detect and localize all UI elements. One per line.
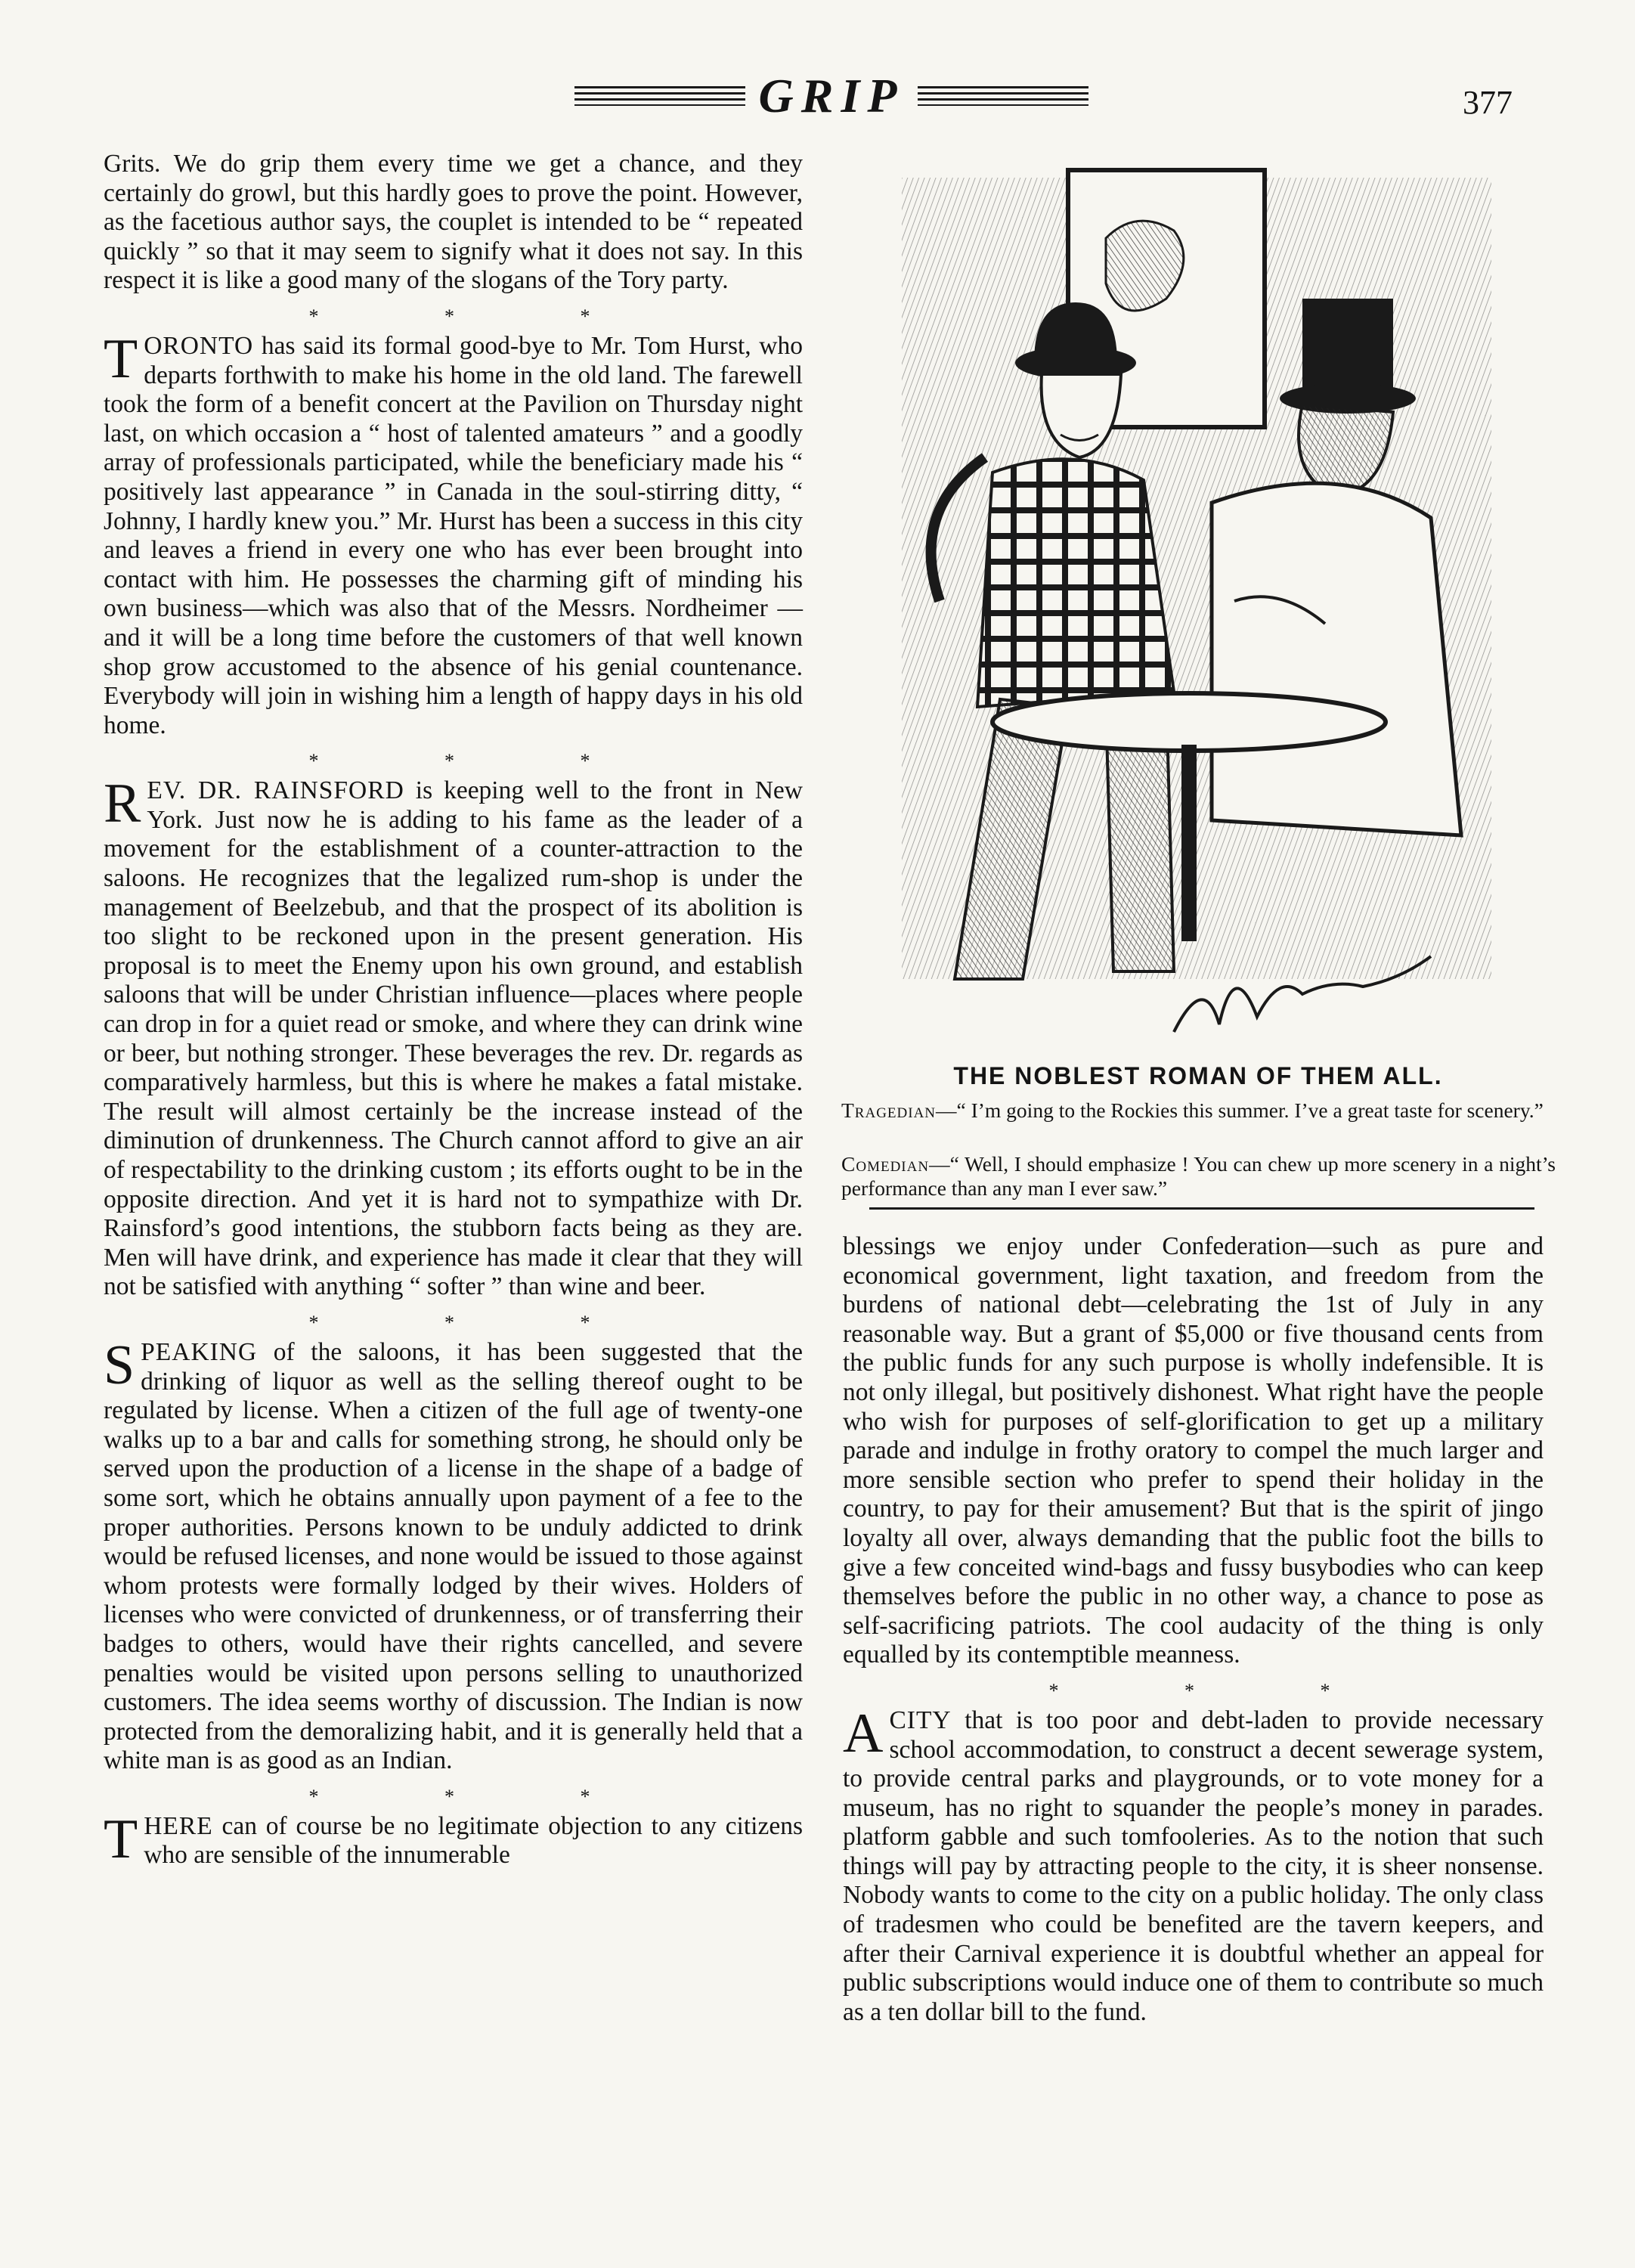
article-body: has said its formal good-bye to Mr. Tom Hurst, who departs forthwith to make his home in the old land. The farewell took the form of a benefit concert at the Pavilion on Thursday night last, on which occasion a “ host of talented amateurs ” and a goodly array of professionals participated, while the beneficiary made his “ positively last appearance ” in Canada in the soul-stirring ditty, “ Johnny, I hardly knew you.” Mr. Hurst has been a success in this city and leaves a friend in every one who has ever been brought into contact with him. He possesses the charming gift of minding his own business—which was also that of the Messrs. Nordheimer —and it will be a long time before the customers of that well known shop grow accustomed to the absence of his genial countenance. Everybody will join in wishing him a length of happy days in his old home. [104,331,803,739]
page-number: 377 [1463,84,1513,121]
continuation-paragraph: blessings we enjoy under Confederation—such as pure and economical government, light taxation, and freedom from the burdens of national debt—celebrating the 1st of July in any reasonable way. But a grant of $5,000 or five thousand cents from the public funds for any such purpose is wholly indefensible. It is not only illegal, but positively dishonest. What right have the people who wish for purposes of self-glorification to get up a military parade and indulge in frothy oratory to compel the much larger and more sensible section who prefer to spend their holiday in the country, to pay for their amusement? But that is the spirit of jingo loyalty all over, always demanding that the public foot the bills to give a few conceited wind-bags and fussy busybodies who can keep themselves before the public in no other way, a chance to pose as self-sacrificing patriots. The cool audacity of the thing is only equalled by its contemptible meanness. [843,1232,1544,1669]
article-body: that is too poor and debt-laden to provide necessary school accommodation, to construct a decent sewerage system, to provide central parks and playgrounds, or to vote money for a museum, has no right to squander the people’s money in parades. platform gabble and such tomfooleries. As to the notion that such things will pay by attracting people to the city, it is sheer nonsense. Nobody wants to come to the city on a public holiday. The only class of tradesmen who could be benefited are the tavern keepers, and after their Carnival experience it is doubtful whether an appeal for public subscriptions would induce one of them to contribute so much as a ten dollar bill to the fund. [843,1706,1544,2026]
dialogue-text: —“ Well, I should emphasize ! You can chew up more scenery in a night’s performance than any man I ever saw.” [841,1152,1556,1200]
caption-divider [869,1207,1534,1210]
masthead-rule-right [918,86,1088,106]
cartoon-dialogue-line [841,1098,1556,1123]
intro-paragraph: Grits. We do grip them every time we get a chance, and they certainly do growl, but this hardly goes to prove the point. However, as the facetious author says, the couplet is intended to be “ repeated quickly ” so that it may seem to signify what it does not say. In this respect it is like a good many of the slogans of the Tory party. [104,150,803,295]
article-toronto [104,327,803,740]
section-separator: * * * [308,305,651,327]
masthead-title: GRIP [758,69,905,122]
drop-cap: T [104,1808,138,1870]
drop-cap: T [104,327,138,390]
left-column [104,150,803,1870]
article-city [843,1702,1544,2028]
article-lead: CITY [889,1706,952,1734]
right-column [843,1232,1544,2027]
article-lead: ORONTO [144,331,254,360]
article-there [104,1808,803,1870]
section-separator: * * * [1048,1679,1391,1702]
section-separator: * * * [308,1785,651,1808]
article-rainsford [104,773,803,1302]
article-body: can of course be no legitimate objection to any citizens who are sensible of the innumerable [144,1811,803,1870]
table-leg [1181,745,1197,941]
dialogue-speaker: Tragedian [841,1098,937,1122]
drop-cap: S [104,1334,135,1396]
cartoon-illustration [856,147,1522,1066]
article-speaking [104,1334,803,1776]
cafe-table [992,693,1386,751]
masthead [574,70,1088,122]
section-separator: * * * [308,1311,651,1334]
article-lead: HERE [144,1811,213,1840]
article-body: of the saloons, it has been suggested that the drinking of liquor as well as the selling thereof ought to be regulated by license. When a citizen of the full age of twenty-one walks up to a bar and calls for something strong, he should only be served upon the production of a license in the shape of a badge of some sort, which he obtains annually upon payment of a fee to the proper authorities. Persons known to be unduly addicted to drink would be refused licenses, and none would be issued to those against whom protests were formally lodged by their wives. Holders of licenses who were convicted of drunkenness, or of transferring their badges to others, would have their rights cancelled, and severe penalties would be visited upon persons selling to unauthorized customers. The idea seems worthy of discussion. The Indian is now protected from the demoralizing habit, and it is generally held that a white man is as good as an Indian. [104,1337,803,1775]
dialogue-speaker: Comedian [841,1152,930,1176]
section-separator: * * * [308,750,651,773]
article-body: is keeping well to the front in New York. Just now he is adding to his fame as the leader of a movement for the establishment of a counter-attraction to the saloons. He recognizes that the legalized rum-shop is under the management of Beelzebub, and that the prospect of its abolition is too slight to be reckoned upon in the present generation. His proposal is to meet the Enemy upon his own ground, and establish saloons that will be under Christian influence—places where people can drop in for a quiet read or smoke, and where they can drink wine or beer, but nothing stronger. These beverages the rev. Dr. regards as comparatively harmless, but this is where he makes a fatal mistake. The result will almost certainly be the increase instead of the diminution of drunkenness. The Church cannot afford to give an air of respectability to the drinking custom ; its efforts ought to be in the opposite direction. And yet it is hard not to sympathize with Dr. Rainsford’s good intentions, the stubborn facts being as they are. Men will have drink, and experience has made it clear that they will not be satisfied with anything “ softer ” than wine and beer. [104,776,803,1301]
cartoon-title: THE NOBLEST ROMAN OF THEM ALL. [953,1062,1443,1089]
drop-cap: A [843,1702,884,1765]
dialogue-text: —“ I’m going to the Rockies this summer. I’ve a great taste for scenery.” [936,1098,1544,1122]
article-lead: PEAKING [141,1337,258,1366]
cartoon-dialogue-line [841,1152,1556,1201]
drop-cap: R [104,773,141,835]
masthead-rule-left [574,86,745,106]
article-lead: EV. DR. RAINSFORD [147,776,404,805]
